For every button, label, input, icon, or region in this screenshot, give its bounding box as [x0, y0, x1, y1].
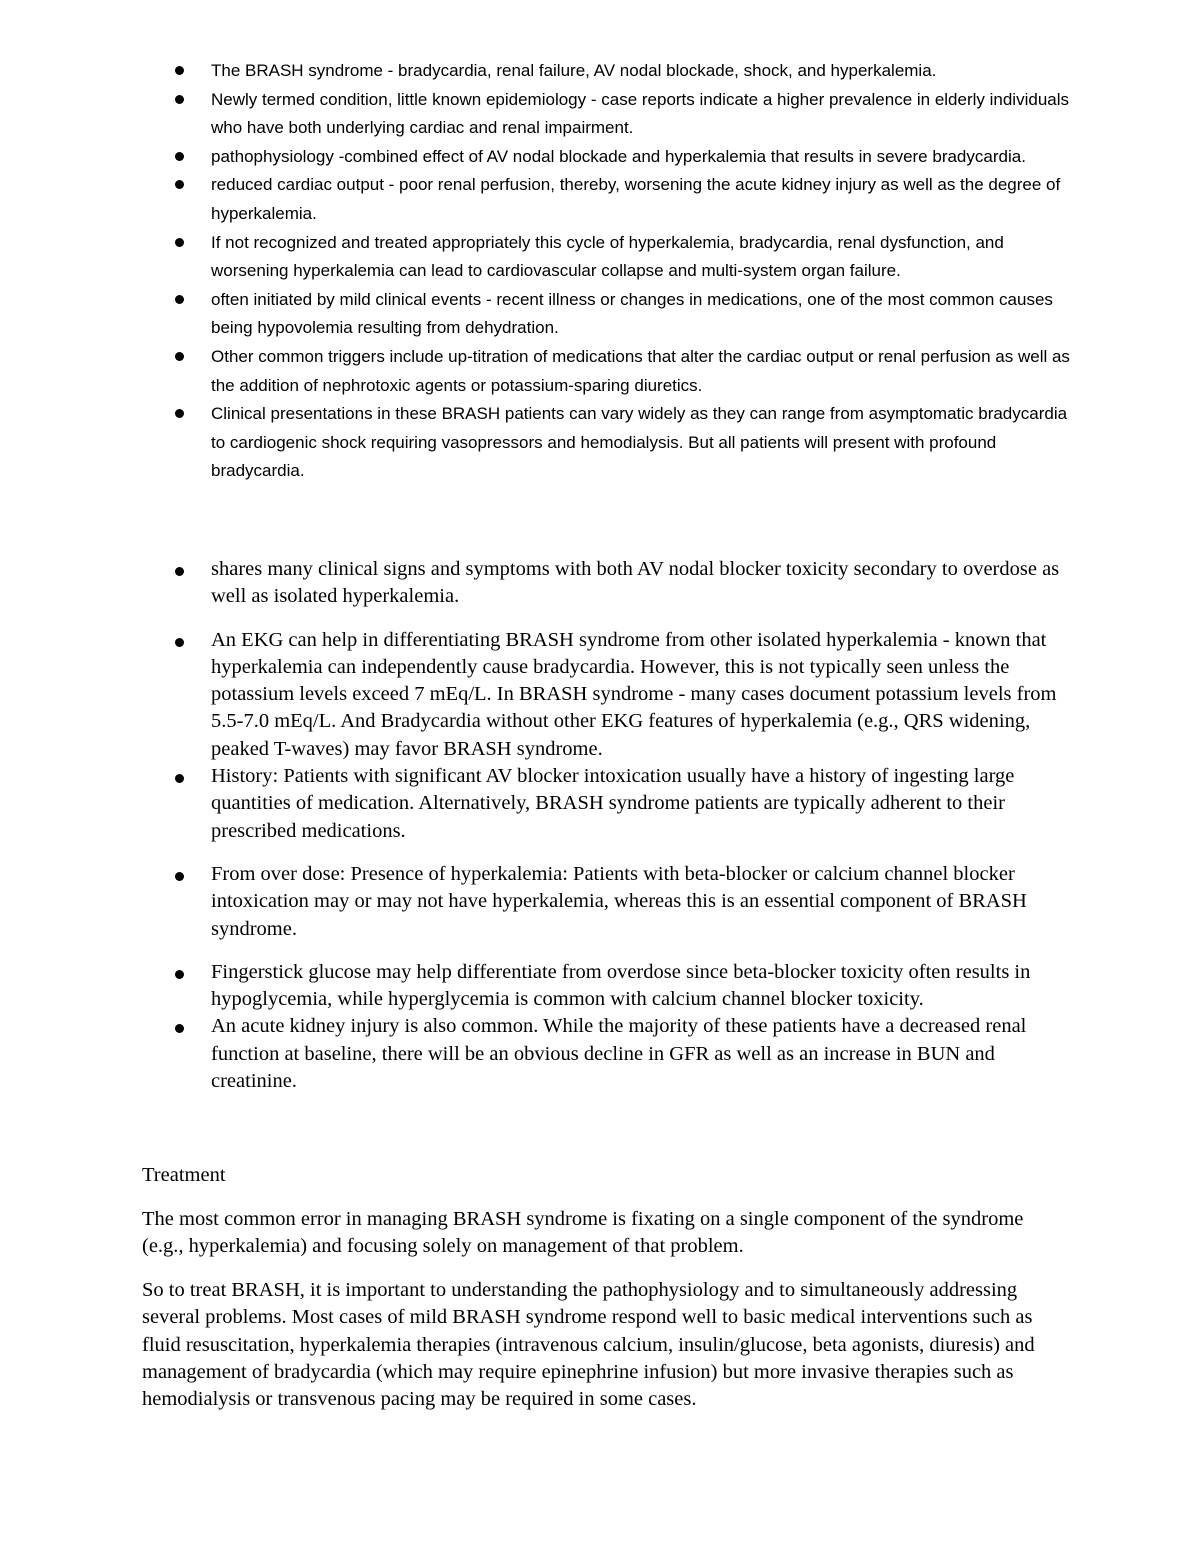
list-item [0, 57, 1071, 86]
bullet-icon [175, 295, 184, 304]
treatment-heading: Treatment [142, 1164, 226, 1186]
list-item [0, 1013, 1071, 1095]
bullet-text: Other common triggers include up-titration of medications that alter the cardiac output or renal perfusion as well as the addition of nephrotoxic agents or potassium-sparing diuretics. [211, 346, 1070, 395]
list-item [0, 143, 1071, 172]
bullet-text: shares many clinical signs and symptoms with both AV nodal blocker toxicity secondary to overdose as well as isolated hyperkalemia. [211, 558, 1060, 608]
bullet-icon [175, 95, 184, 104]
list-item [0, 400, 1071, 486]
bullet-text: reduced cardiac output - poor renal perfusion, thereby, worsening the acute kidney injury as well as the degree of hyperkalemia. [211, 175, 1061, 223]
bullet-text: The BRASH syndrome - bradycardia, renal failure, AV nodal blockade, shock, and hyperkalemia. [211, 61, 937, 80]
list-item [0, 286, 1071, 343]
list-item [0, 627, 1071, 763]
list-item [0, 861, 1071, 943]
treatment-paragraph-1: The most common error in managing BRASH syndrome is fixating on a single component of the syndrome (e.g., hyperkalemia) and focusing solely on management of that problem. [142, 1208, 1024, 1258]
list-item [0, 171, 1071, 228]
list-item [0, 959, 1071, 1014]
bullet-icon [175, 774, 184, 783]
bullet-text: Clinical presentations in these BRASH patients can vary widely as they can range from asymptomatic bradycardia to cardiogenic shock requiring vasopressors and hemodialysis. But all patients will present with profound bradycardia. [211, 404, 1068, 481]
bullet-text: An EKG can help in differentiating BRASH syndrome from other isolated hyperkalemia - known that hyperkalemia can independently cause bradycardia. However, this is not typically seen unless the potassium levels exceed 7 mEq/L. In BRASH syndrome - many cases document potassium levels from 5.5-7.0 mEq/L. And Bradycardia without other EKG features of hyperkalemia (e.g., QRS widening, peaked T-waves) may favor BRASH syndrome. [211, 628, 1057, 760]
list-item [0, 229, 1071, 286]
bullet-text: An acute kidney injury is also common. While the majority of these patients have a decreased renal function at baseline, there will be an obvious decline in GFR as well as an increase in BUN and creatinine. [211, 1015, 1027, 1093]
bullet-icon [175, 1024, 184, 1033]
list-item [0, 343, 1071, 400]
list-item [0, 556, 1071, 611]
list-item [0, 763, 1071, 845]
bullet-text: Newly termed condition, little known epidemiology - case reports indicate a higher prevalence in elderly individuals who have both underlying cardiac and renal impairment. [211, 89, 1070, 138]
bullet-icon [175, 180, 184, 189]
bullet-icon [175, 872, 184, 881]
overview-bullet-list [0, 57, 1071, 486]
bullet-icon [175, 352, 184, 361]
bullet-text: If not recognized and treated appropriately this cycle of hyperkalemia, bradycardia, renal dysfunction, and worsening hyperkalemia can lead to cardiovascular collapse and multi-system organ failure. [211, 232, 1004, 281]
bullet-text: pathophysiology -combined effect of AV nodal blockade and hyperkalemia that results in severe bradycardia. [211, 146, 1026, 166]
differential-bullet-list [0, 556, 1071, 1111]
bullet-text: History: Patients with significant AV blocker intoxication usually have a history of ingesting large quantities of medication. Alternatively, BRASH syndrome patients are typically adherent to their prescribed medications. [211, 765, 1015, 842]
bullet-icon [175, 238, 184, 247]
bullet-icon [175, 409, 184, 418]
bullet-icon [175, 638, 184, 647]
treatment-paragraph-2: So to treat BRASH, it is important to understanding the pathophysiology and to simultaneously addressing several problems. Most cases of mild BRASH syndrome respond well to basic medical interventions such as fluid resuscitation, hyperkalemia therapies (intravenous calcium, insulin/glucose, beta agonists, diuresis) and management of bradycardia (which may require epinephrine infusion) but more invasive therapies such as hemodialysis or transvenous pacing may be required in some cases. [142, 1279, 1035, 1411]
bullet-text: From over dose: Presence of hyperkalemia: Patients with beta-blocker or calcium channel blocker intoxication may or may not have hyperkalemia, whereas this is an essential component of BRASH syndrome. [211, 862, 1027, 940]
bullet-text: Fingerstick glucose may help differentiate from overdose since beta-blocker toxicity often results in hypoglycemia, while hyperglycemia is common with calcium channel blocker toxicity. [211, 960, 1031, 1011]
bullet-text: often initiated by mild clinical events - recent illness or changes in medications, one of the most common causes being hypovolemia resulting from dehydration. [211, 289, 1053, 338]
bullet-icon [175, 567, 184, 576]
bullet-icon [175, 66, 184, 75]
bullet-icon [175, 970, 184, 979]
bullet-icon [175, 152, 184, 161]
list-item [0, 86, 1071, 143]
